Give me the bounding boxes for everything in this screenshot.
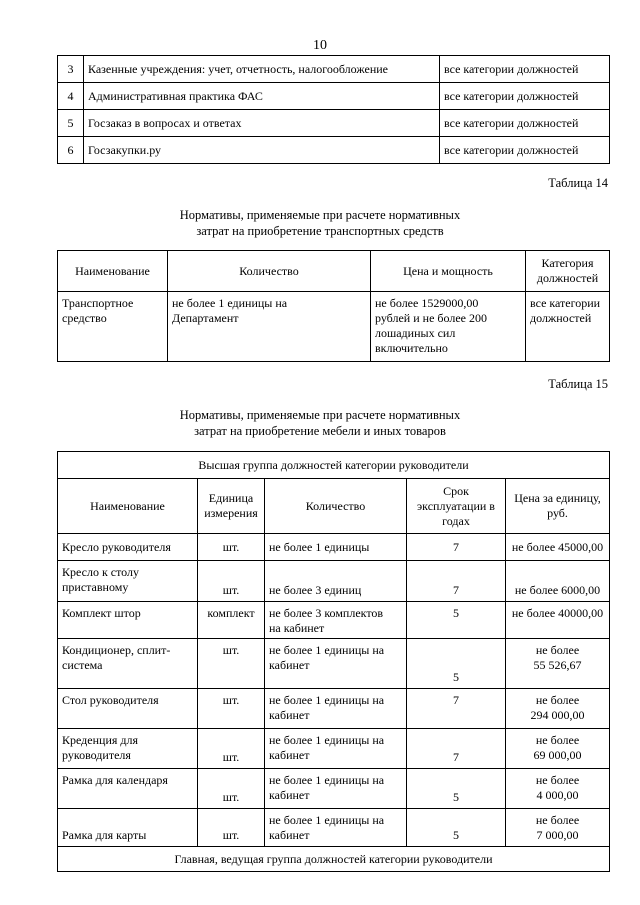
title-line: затрат на приобретение мебели и иных товаров: [194, 424, 446, 438]
cell-name: [58, 561, 198, 602]
cell-line: 55 526,67: [533, 658, 582, 672]
cell-quantity: [265, 561, 407, 602]
cell-line: Транспортное: [62, 296, 134, 310]
cell-line: годах: [442, 513, 470, 528]
cell-line: все категории: [530, 296, 601, 310]
cell-line: Категория: [541, 256, 594, 270]
cell-line: не более 45000,00: [511, 539, 604, 554]
table-row: [58, 769, 610, 809]
cell-name: [58, 769, 198, 809]
cell-price: [506, 534, 610, 561]
cell-line: Кресло к столу: [62, 565, 140, 579]
cell-line: должностей: [530, 311, 592, 325]
cell-line: Комплект штор: [62, 606, 141, 620]
cell-line: не более 1529000,00: [375, 296, 479, 310]
cell-line: Департамент: [172, 311, 239, 325]
header-term: [407, 479, 506, 534]
cell-line: Кресло руководителя: [62, 539, 171, 554]
row-title: Госзакупки.ру: [84, 137, 440, 164]
cell-line: не более: [535, 773, 580, 787]
table-15-label: Таблица 15: [548, 377, 608, 391]
cell-unit: шт.: [198, 729, 265, 769]
group-header-row: [58, 847, 610, 872]
header-price: [506, 479, 610, 534]
cell-line: 69 000,00: [533, 748, 582, 762]
cell-quantity: [265, 639, 407, 689]
row-category: все категории должностей: [440, 137, 610, 164]
cell-line: Срок: [443, 483, 469, 498]
cell-quantity: [265, 689, 407, 729]
cell-quantity: [265, 729, 407, 769]
cell-quantity: [265, 809, 407, 847]
table-row: [58, 137, 610, 164]
header-name: Наименование: [58, 479, 198, 534]
cell-name: [58, 534, 198, 561]
title-line: затрат на приобретение транспортных средств: [196, 224, 444, 238]
cell-unit: шт.: [198, 534, 265, 561]
cell-name: [58, 809, 198, 847]
cell-line: не более 40000,00: [511, 606, 604, 620]
cell-name: [58, 729, 198, 769]
cell-quantity: [265, 534, 407, 561]
table-14-title: [0, 207, 640, 239]
cell-line: не более 1 единицы на: [269, 813, 385, 827]
cell-line: кабинет: [269, 748, 310, 762]
header-quantity: Количество: [168, 251, 371, 292]
table-row: [58, 809, 610, 847]
table-header-row: [58, 479, 610, 534]
cell-line: не более 3 единиц: [269, 583, 362, 597]
cell-unit: шт.: [198, 689, 265, 729]
header-unit: [198, 479, 265, 534]
cell-line: на кабинет: [269, 621, 325, 635]
cell-line: руб.: [547, 506, 568, 520]
cell-line: не более 1 единицы: [269, 539, 370, 554]
cell-line: должностей: [536, 271, 599, 285]
row-title: Казенные учреждения: учет, отчетность, налогообложение: [84, 56, 440, 83]
table-13: [57, 55, 610, 164]
row-title: Административная практика ФАС: [84, 83, 440, 110]
cell-line: Стол руководителя: [62, 693, 159, 707]
cell-line: не более 1 единицы на: [269, 733, 385, 747]
table-15-title: [0, 407, 640, 439]
cell-term: 7: [407, 534, 506, 561]
cell-name: [58, 292, 168, 362]
cell-line: не более 6000,00: [514, 583, 601, 597]
cell-line: 7 000,00: [536, 828, 579, 842]
row-number: 6: [58, 137, 84, 164]
header-quantity: Количество: [265, 479, 407, 534]
cell-quantity: [168, 292, 371, 362]
cell-unit: шт.: [198, 769, 265, 809]
cell-category: [526, 292, 610, 362]
cell-line: измерения: [204, 506, 258, 520]
table-row: [58, 110, 610, 137]
table-14: [57, 250, 610, 362]
header-name: Наименование: [58, 251, 168, 292]
cell-line: Рамка для календаря: [62, 773, 168, 787]
cell-price: [506, 561, 610, 602]
table-row: [58, 602, 610, 639]
row-title: Госзаказ в вопросах и ответах: [84, 110, 440, 137]
cell-line: кабинет: [269, 828, 310, 842]
cell-term: 5: [407, 769, 506, 809]
cell-name: [58, 689, 198, 729]
table-row: [58, 56, 610, 83]
cell-line: Рамка для карты: [62, 828, 147, 842]
cell-line: кабинет: [269, 788, 310, 802]
cell-term: 7: [407, 729, 506, 769]
cell-price: [506, 729, 610, 769]
cell-price: [371, 292, 526, 362]
cell-line: Кондиционер, сплит-: [62, 643, 171, 657]
cell-unit: шт.: [198, 639, 265, 689]
cell-price: [506, 809, 610, 847]
cell-line: 4 000,00: [536, 788, 579, 802]
cell-term: 5: [407, 602, 506, 639]
table-row: [58, 639, 610, 689]
table-15: [57, 451, 610, 872]
cell-price: [506, 639, 610, 689]
cell-line: Креденция для: [62, 733, 139, 747]
header-price: Цена и мощность: [371, 251, 526, 292]
cell-line: приставному: [62, 580, 129, 594]
row-number: 4: [58, 83, 84, 110]
cell-line: средство: [62, 311, 107, 325]
cell-price: [506, 689, 610, 729]
row-category: все категории должностей: [440, 56, 610, 83]
table-14-label: Таблица 14: [548, 176, 608, 190]
cell-term: 5: [407, 809, 506, 847]
cell-name: [58, 602, 198, 639]
cell-line: не более 1 единицы на: [269, 643, 385, 657]
cell-unit: шт.: [198, 561, 265, 602]
cell-price: [506, 602, 610, 639]
cell-unit: комплект: [198, 602, 265, 639]
cell-quantity: [265, 602, 407, 639]
group-header: Высшая группа должностей категории руководители: [58, 452, 610, 479]
row-number: 3: [58, 56, 84, 83]
cell-line: не более 1 единицы на: [172, 296, 288, 310]
title-line: Нормативы, применяемые при расчете нормативных: [179, 208, 461, 222]
table-header-row: [58, 251, 610, 292]
cell-line: система: [62, 658, 103, 672]
table-row: [58, 689, 610, 729]
cell-unit: шт.: [198, 809, 265, 847]
group-header-row: [58, 452, 610, 479]
cell-line: не более: [535, 693, 580, 707]
cell-name: [58, 639, 198, 689]
cell-quantity: [265, 769, 407, 809]
cell-line: не более 1 единицы на: [269, 773, 385, 787]
table-row: [58, 534, 610, 561]
cell-line: не более 1 единицы на: [269, 693, 385, 707]
cell-line: не более 3 комплектов: [269, 606, 384, 620]
cell-line: Цена за единицу,: [514, 491, 601, 505]
cell-line: не более: [535, 643, 580, 657]
cell-line: не более: [535, 733, 580, 747]
cell-line: лошадиных сил: [375, 326, 456, 340]
row-category: все категории должностей: [440, 83, 610, 110]
table-row: [58, 729, 610, 769]
page-number: 10: [313, 38, 327, 53]
cell-price: [506, 769, 610, 809]
cell-line: включительно: [375, 341, 448, 355]
table-row: [58, 292, 610, 362]
cell-line: эксплуатации в: [417, 498, 495, 513]
cell-term: 5: [407, 639, 506, 689]
row-number: 5: [58, 110, 84, 137]
group-header-footer: Главная, ведущая группа должностей категории руководители: [58, 847, 610, 872]
row-category: все категории должностей: [440, 110, 610, 137]
cell-line: рублей и не более 200: [375, 311, 487, 325]
cell-line: Единица: [208, 491, 254, 505]
cell-term: 7: [407, 689, 506, 729]
cell-line: кабинет: [269, 708, 310, 722]
cell-term: 7: [407, 561, 506, 602]
cell-line: руководителя: [62, 748, 131, 762]
table-row: [58, 561, 610, 602]
cell-line: кабинет: [269, 658, 310, 672]
header-category: [526, 251, 610, 292]
table-row: [58, 83, 610, 110]
cell-line: 294 000,00: [530, 708, 585, 722]
cell-line: не более: [535, 813, 580, 827]
title-line: Нормативы, применяемые при расчете нормативных: [179, 408, 461, 422]
